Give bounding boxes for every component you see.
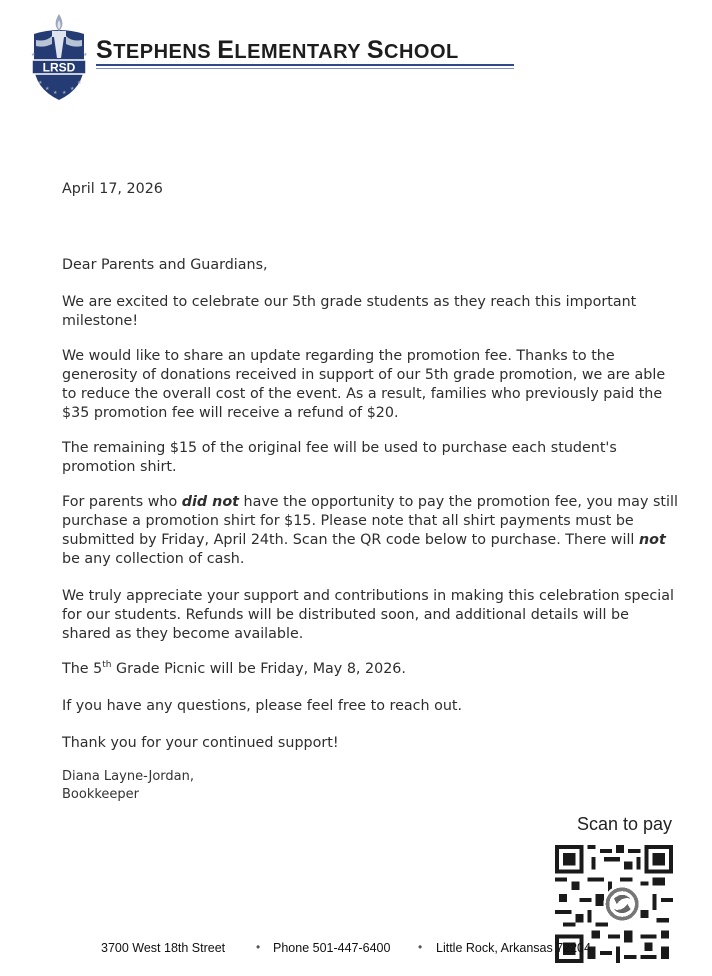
lrsd-logo — [28, 12, 90, 104]
school-name: STEPHENS ELEMENTARY SCHOOL — [96, 36, 459, 64]
paragraph-intro: We are excited to celebrate our 5th grade students as they reach this important milestone! — [62, 294, 637, 329]
footer-separator: • — [418, 940, 423, 954]
header-rule — [96, 64, 514, 66]
paragraph-shirt-purchase: For parents who did not have the opportunity to pay the promotion fee, you may still purchase a promotion shirt for $15. Please note that all shirt payments must be submitted by Friday, April 24th. Scan the QR code below to purchase. There will not be any collection of cash. — [62, 494, 678, 567]
footer-phone: Phone 501-447-6400 — [273, 941, 391, 955]
svg-text:★: ★ — [45, 86, 50, 92]
svg-text:★: ★ — [38, 80, 43, 86]
footer-address: 3700 West 18th Street — [101, 941, 226, 955]
svg-text:★: ★ — [53, 90, 58, 96]
header-rule-thin — [96, 68, 514, 69]
paragraph-questions: If you have any questions, please feel free to reach out. — [62, 698, 463, 714]
footer-city: Little Rock, Arkansas 72204 — [436, 941, 591, 955]
svg-text:★: ★ — [83, 52, 88, 58]
footer-separator: • — [256, 940, 261, 954]
svg-text:★: ★ — [31, 52, 36, 58]
signer-name: Diana Layne-Jordan, — [62, 769, 194, 784]
svg-text:★: ★ — [70, 86, 75, 92]
signer-title: Bookkeeper — [62, 787, 140, 802]
paragraph-fee-update: We would like to share an update regarding the promotion fee. Thanks to the generosity of donations received in support of our 5th grade promotion, we are able to reduce the overall cost of the event. As a result, families who previously paid the $35 promotion fee will receive a refund of $20. — [62, 348, 666, 421]
paragraph-appreciation: We truly appreciate your support and contributions in making this celebration special for our students. Refunds will be distributed soon, and additional details will be shared as they become available. — [62, 588, 674, 642]
svg-text:★: ★ — [77, 80, 82, 86]
letter-greeting: Dear Parents and Guardians, — [62, 257, 268, 273]
logo-text: LRSD — [42, 60, 76, 75]
paragraph-remaining-fee: The remaining $15 of the original fee will be used to purchase each student's promotion shirt. — [62, 440, 617, 475]
svg-text:★: ★ — [62, 90, 67, 96]
paragraph-picnic: The 5th Grade Picnic will be Friday, May 8, 2026. — [62, 660, 406, 677]
paragraph-thanks: Thank you for your continued support! — [62, 735, 339, 751]
scan-to-pay-label: Scan to pay — [576, 814, 672, 834]
letter-date: April 17, 2026 — [62, 181, 163, 197]
